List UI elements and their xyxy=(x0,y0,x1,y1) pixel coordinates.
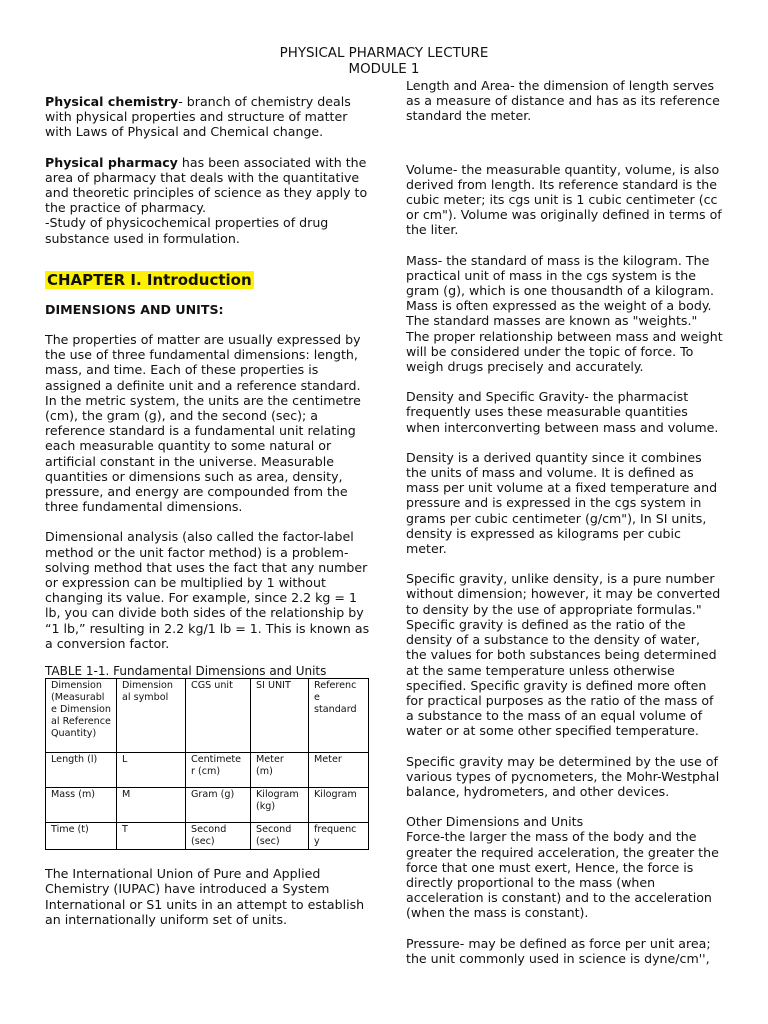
table-cell: L xyxy=(117,753,186,788)
table-cell: T xyxy=(117,823,186,850)
physical-pharmacy-text: has been associated with the area of pharmacy that deals with the quantitative and theoretic principles of science as they apply to the practice of pharmacy. xyxy=(45,154,368,216)
left-column xyxy=(45,94,370,927)
physicochemical-study-line: -Study of physicochemical properties of drug substance used in formulation. xyxy=(45,215,329,246)
table-cell: Gram (g) xyxy=(186,788,251,823)
pycnometer-paragraph: Specific gravity may be determined by the use of various types of pycnometers, the Mohr-Westphal balance, hydrometers, and other devices. xyxy=(406,753,720,799)
table-cell: Meter xyxy=(309,753,369,788)
physical-chemistry-term: Physical chemistry xyxy=(45,94,179,109)
chapter-highlight: CHAPTER I. Introduction xyxy=(47,270,252,289)
specific-gravity-paragraph: Specific gravity, unlike density, is a pure number without dimension; however, it may be converted to density by the use of appropriate formulas." Specific gravity is defined as the ratio of the density of a substance to the density of water, the values for both substances being determined at the same temperature unless otherwise specified. Specific gravity is defined more often for practical purposes as the ratio of the mass of a substance to the mass of an equal volume of water or at some other specified temperature. xyxy=(406,571,721,739)
table-cell: Second (sec) xyxy=(251,823,309,850)
table-header-cell: CGS unit xyxy=(186,679,251,753)
table-header-cell: Referenc e standard xyxy=(309,679,369,753)
lecture-title: PHYSICAL PHARMACY LECTURE xyxy=(279,46,489,61)
table-cell: Time (t) xyxy=(46,823,117,850)
chapter-heading xyxy=(45,270,370,290)
iupac-paragraph: The International Union of Pure and Applied Chemistry (IUPAC) have introduced a System International or S1 units in an attempt to establish an internationally uniform set of units. xyxy=(45,866,365,927)
table-header-row xyxy=(46,679,369,753)
physical-pharmacy-definition xyxy=(45,155,370,216)
table-cell: Kilogram xyxy=(309,788,369,823)
other-dimensions-title: Other Dimensions and Units xyxy=(406,814,584,830)
table-row xyxy=(46,788,369,823)
table-caption: TABLE 1-1. Fundamental Dimensions and Units xyxy=(45,664,327,679)
table-row xyxy=(46,823,369,850)
dimensions-table xyxy=(45,678,369,850)
density-paragraph: Density is a derived quantity since it combines the units of mass and volume. It is defined as mass per unit volume at a fixed temperature and pressure and is expressed in the cgs system in grams per cubic centimeter (g/cm"), In SI units, density is expressed as kilograms per cubic meter. xyxy=(406,449,718,557)
right-column xyxy=(406,78,724,966)
dimensional-analysis-paragraph: Dimensional analysis (also called the factor-label method or the unit factor method) is a problem-solving method that uses the fact that any number or expression can be multiplied by 1 without changing its value. For example, since 2.2 kg = 1 lb, you can divide both sides of the relationship by “1 lb,” resulting in 2.2 kg/1 lb = 1. This is known as a conversion factor. xyxy=(45,529,370,651)
table-cell: frequenc y xyxy=(309,823,369,850)
table-cell: Centimete r (cm) xyxy=(186,753,251,788)
table-cell: Second (sec) xyxy=(186,823,251,850)
length-area-paragraph: Length and Area- the dimension of length serves as a measure of distance and has as its reference standard the meter. xyxy=(406,78,720,124)
table-cell: Kilogram (kg) xyxy=(251,788,309,823)
force-paragraph: Force-the larger the mass of the body and the greater the required acceleration, the greater the force that one must exert, Hence, the force is directly proportional to the mass (when acceleration is constant) and to the acceleration (when the mass is constant). xyxy=(406,829,719,921)
fundamental-dimensions-paragraph: The properties of matter are usually expressed by the use of three fundamental dimensions: length, mass, and time. Each of these properties is assigned a definite unit and a reference standard. In the metric system, the units are the centimetre (cm), the gram (g), and the second (sec); a reference standard is a fundamental unit relating each measurable quantity to some natural or artificial constant in the universe. Measurable quantities or dimensions such as area, density, pressure, and energy are compounded from the three fundamental dimensions. xyxy=(45,332,361,515)
physical-chemistry-text: - branch of chemistry deals with physical properties and structure of matter with Laws of Physical and Chemical change. xyxy=(45,94,351,140)
module-title: MODULE 1 xyxy=(348,62,420,77)
table-cell: Length (l) xyxy=(46,753,117,788)
table-cell: M xyxy=(117,788,186,823)
table-header-cell: Dimension al symbol xyxy=(117,679,186,753)
volume-paragraph: Volume- the measurable quantity, volume, is also derived from length. Its reference standard is the cubic meter; its cgs unit is 1 cubic centimeter (cc or cm"). Volume was originally defined in terms of the liter. xyxy=(406,161,722,238)
table-cell: Meter (m) xyxy=(251,753,309,788)
table-header-cell: Dimension (Measurabl e Dimension al Reference Quantity) xyxy=(46,679,117,753)
pressure-paragraph: Pressure- may be defined as force per unit area; the unit commonly used in science is dyne/cm'', xyxy=(406,935,711,966)
physical-chemistry-definition xyxy=(45,94,370,140)
mass-paragraph: Mass- the standard of mass is the kilogram. The practical unit of mass in the cgs system is the gram (g), which is one thousandth of a kilogram. Mass is often expressed as the weight of a body. The standard masses are known as "weights." The proper relationship between mass and weight will be considered under the topic of force. To weigh drugs precisely and accurately. xyxy=(406,252,723,375)
table-header-cell: SI UNIT xyxy=(251,679,309,753)
document-header xyxy=(0,46,768,78)
table-row xyxy=(46,753,369,788)
physical-pharmacy-term: Physical pharmacy xyxy=(45,154,178,170)
density-specific-gravity-paragraph: Density and Specific Gravity- the pharmacist frequently uses these measurable quantities when interconverting between mass and volume. xyxy=(406,389,719,435)
dimensions-heading: DIMENSIONS AND UNITS: xyxy=(45,301,224,317)
table-cell: Mass (m) xyxy=(46,788,117,823)
